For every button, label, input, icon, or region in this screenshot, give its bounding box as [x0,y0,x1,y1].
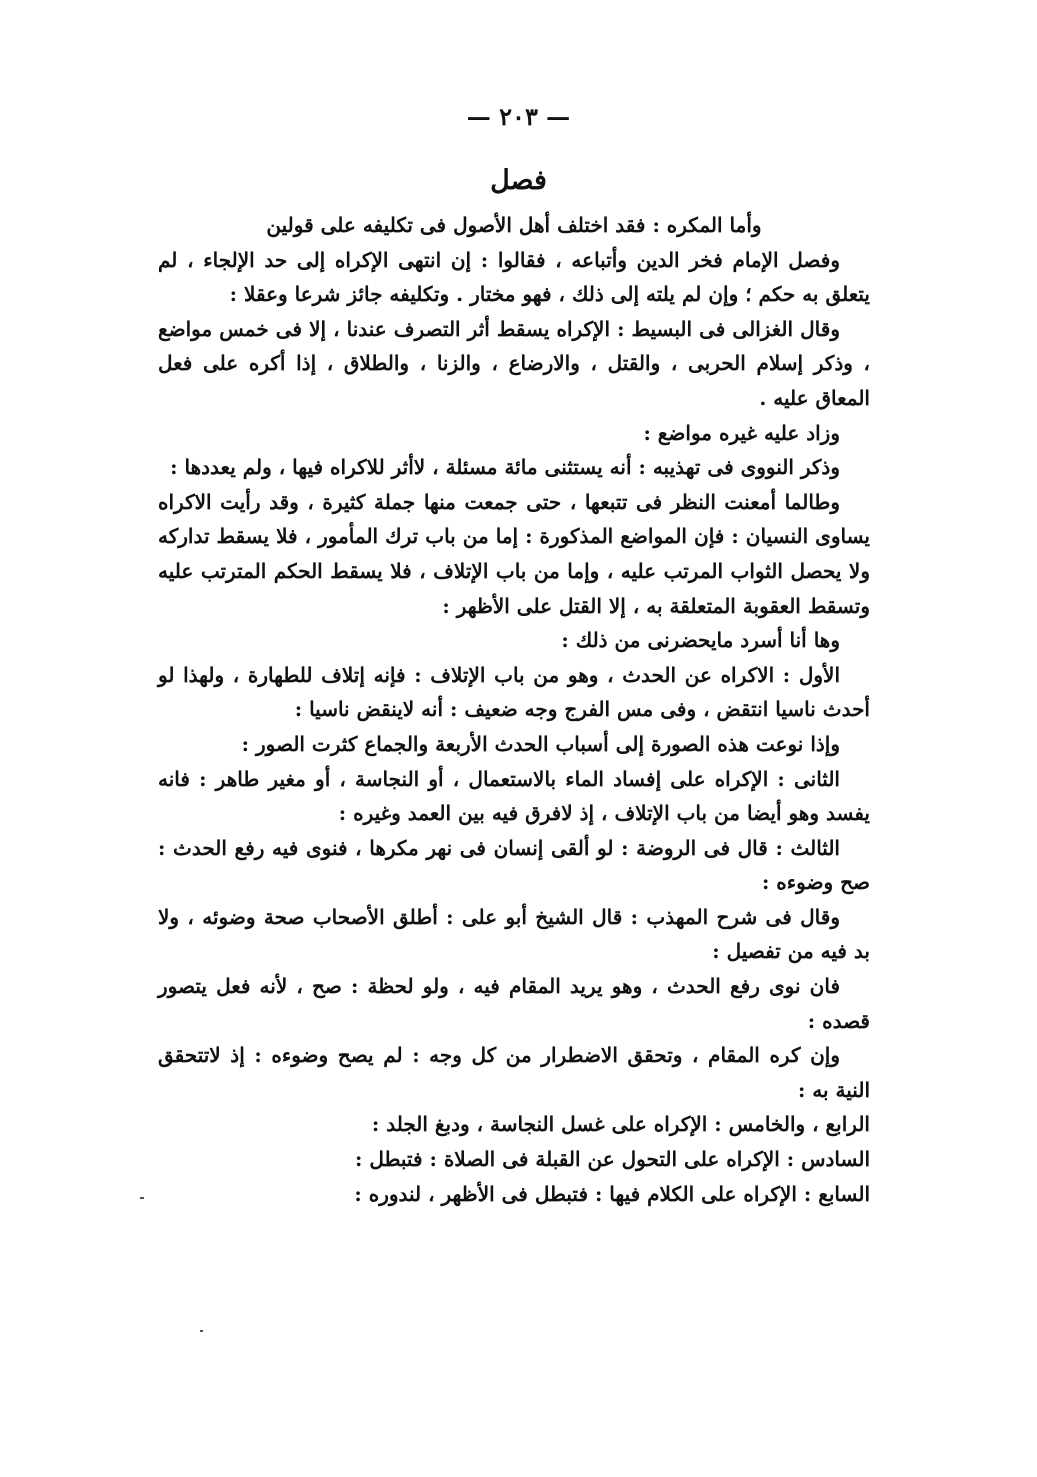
paragraph: وها أنا أسرد مايحضرنى من ذلك : [561,628,840,653]
paragraph: وفصل الإمام فخر الدين وأتباعه ، فقالوا : إن انتهى الإكراه إلى حد الإلجاء ، لم يتعلق به حكم ؛ وإن لم يلته إلى ذلك ، فهو مختار . وتكليفه جائز شرعا وعقلا : [158,247,870,307]
page-number: — ٢٠٣ — [466,102,571,131]
scan-speck [200,1330,203,1332]
paragraph: الأول : الاكراه عن الحدث ، وهو من باب الإتلاف : فإنه إتلاف للطهارة ، ولهذا لو أحدث ناسيا انتقض ، وفى مس الفرج وجه ضعيف : أنه لاينقض ناسيا : [158,662,870,722]
paragraph: وأما المكره : فقد اختلف أهل الأصول فى تكليفه على قولين [266,213,762,237]
paragraph: وطالما أمعنت النظر فى تتبعها ، حتى جمعت منها جملة كثيرة ، وقد رأيت الاكراه يساوى النسيان : فإن المواضع المذكورة : إما من باب ترك المأمور ، فلا يسقط تداركه ولا يحصل الثواب المرتب عليه ، وإما من باب الإتلاف ، فلا يسقط الحكم المترتب عليه وتسقط العقوبة المتعلقة به ، إلا القتل على الأظهر : [158,489,870,618]
list-item: السادس : الإكراه على التحول عن القبلة فى الصلاة : فتبطل : [354,1147,870,1172]
paragraph: الثانى : الإكراه على إفساد الماء بالاستعمال ، أو النجاسة ، أو مغير طاهر : فانه يفسد وهو أيضا من باب الإتلاف ، إذ لافرق فيه بين العمد وغيره : [158,766,870,826]
paragraph: فان نوى رفع الحدث ، وهو يريد المقام فيه ، ولو لحظة : صح ، لأنه فعل يتصور قصده : [158,974,870,1033]
paragraph: وقال الغزالى فى البسيط : الإكراه يسقط أثر التصرف عندنا ، إلا فى خمس مواضع ، وذكر إسلام الحربى ، والقتل ، والارضاع ، والزنا ، والطلاق ، إذا أكره على فعل المعاق عليه . [158,316,870,410]
paragraph: وزاد عليه غيره مواضع : [643,420,840,445]
paragraph: الثالث : قال فى الروضة : لو ألقى إنسان فى نهر مكرها ، فنوى فيه رفع الحدث : صح وضوءه : [158,835,870,895]
list-item: السابع : الإكراه على الكلام فيها : فتبطل فى الأظهر ، لندوره : [354,1181,870,1206]
paragraph: وإن كره المقام ، وتحقق الاضطرار من كل وجه : لم يصح وضوءه : إذ لاتتحقق النية به : [158,1043,870,1102]
section-title: فصل [490,165,547,196]
numbered-list [158,1107,870,1211]
list-item: الرابع ، والخامس : الإكراه على غسل النجاسة ، ودبغ الجلد : [371,1112,870,1137]
paragraph: وذكر النووى فى تهذيبه : أنه يستثنى مائة مسئلة ، لاأثر للاكراه فيها ، ولم يعددها : [170,455,840,480]
scan-speck [140,1197,144,1199]
paragraph: وإذا نوعت هذه الصورة إلى أسباب الحدث الأربعة والجماع كثرت الصور : [241,731,840,756]
body-text [158,208,870,1211]
paragraph: وقال فى شرح المهذب : قال الشيخ أبو على : أطلق الأصحاب صحة وضوئه ، ولا بد فيه من تفصيل : [158,904,870,964]
